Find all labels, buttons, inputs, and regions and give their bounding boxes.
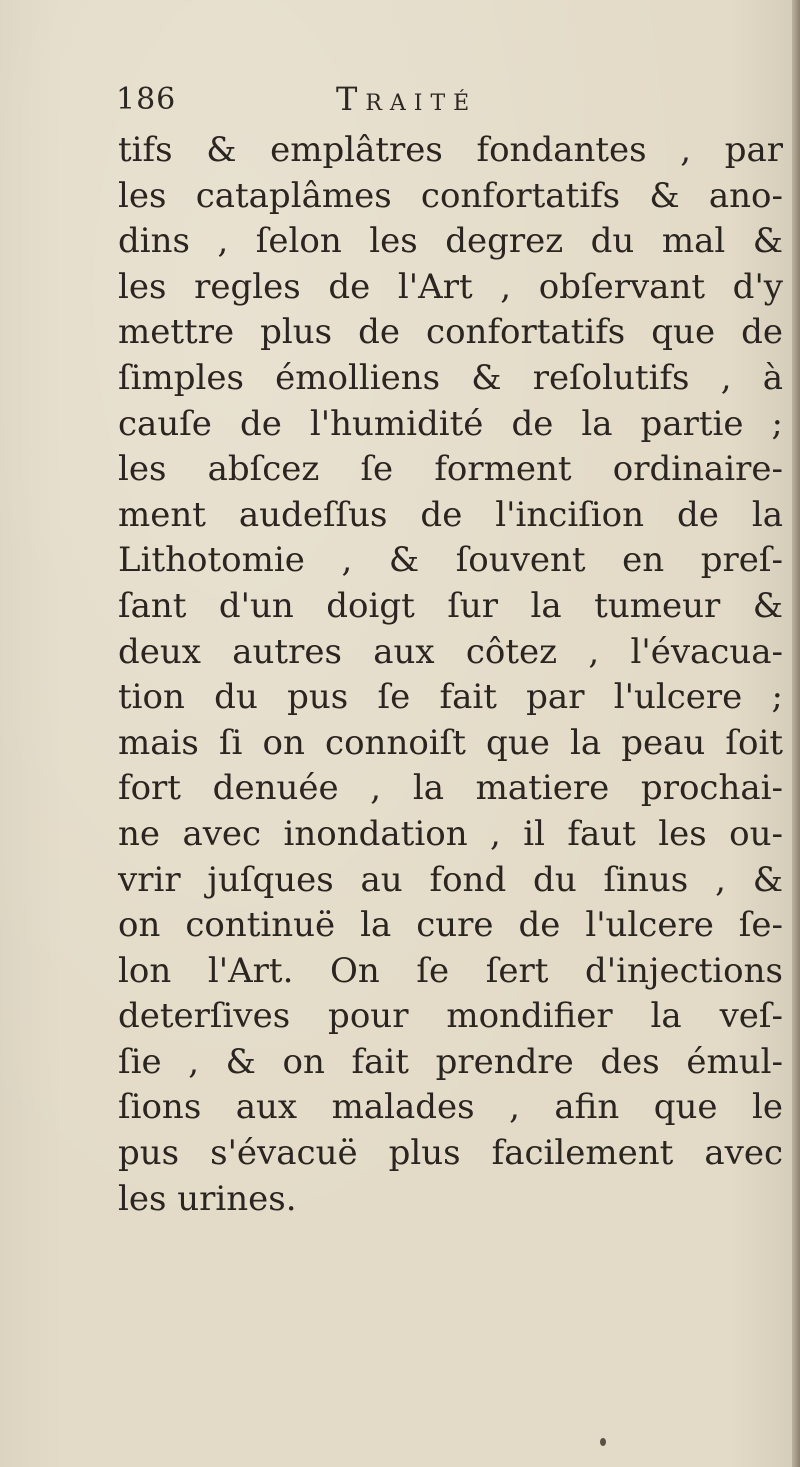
ink-speck bbox=[600, 1438, 606, 1446]
text-line: deux autres aux côtez , l'évacua- bbox=[118, 631, 783, 672]
text-line: tifs & emplâtres fondantes , par bbox=[118, 130, 783, 170]
page-header bbox=[116, 78, 776, 126]
text-line: Lithotomie , & ſouvent en preſ- bbox=[118, 540, 783, 581]
body-text bbox=[118, 128, 783, 1222]
text-line: ſions aux malades , afin que le bbox=[118, 1087, 783, 1128]
text-line: les regles de l'Art , obſervant d'y bbox=[118, 266, 783, 307]
text-line: dins , ſelon les degrez du mal & bbox=[118, 221, 783, 262]
text-line: ment audeſſus de l'inciſion de la bbox=[118, 494, 783, 535]
text-line: on continuë la cure de l'ulcere ſe- bbox=[118, 905, 783, 946]
text-line: ne avec inondation , il faut les ou- bbox=[118, 813, 783, 854]
text-line: les urines. bbox=[118, 1178, 297, 1219]
text-line: fort denuée , la matiere prochai- bbox=[118, 768, 783, 809]
running-title: Traité bbox=[336, 80, 478, 118]
text-line: ſant d'un doigt ſur la tumeur & bbox=[118, 585, 783, 626]
text-line: ſimples émolliens & reſolutifs , à bbox=[118, 357, 783, 398]
text-line: tion du pus ſe fait par l'ulcere ; bbox=[118, 677, 783, 718]
page-number: 186 bbox=[116, 82, 177, 117]
text-line: lon l'Art. On ſe ſert d'injections bbox=[118, 950, 783, 991]
text-line: vrir juſques au fond du ſinus , & bbox=[118, 859, 783, 900]
text-line: les cataplâmes confortatifs & ano- bbox=[118, 175, 783, 216]
text-line: cauſe de l'humidité de la partie ; bbox=[118, 403, 783, 444]
text-line: ſie , & on fait prendre des émul- bbox=[118, 1041, 783, 1082]
text-line: les abſcez ſe forment ordinaire- bbox=[118, 449, 783, 490]
text-line: deterſives pour mondifier la veſ- bbox=[118, 996, 783, 1037]
page-edge bbox=[792, 0, 800, 1467]
text-line: mais ſi on connoiſt que la peau ſoit bbox=[118, 722, 783, 763]
text-line: pus s'évacuë plus facilement avec bbox=[118, 1133, 783, 1174]
text-line: mettre plus de confortatifs que de bbox=[118, 312, 783, 353]
